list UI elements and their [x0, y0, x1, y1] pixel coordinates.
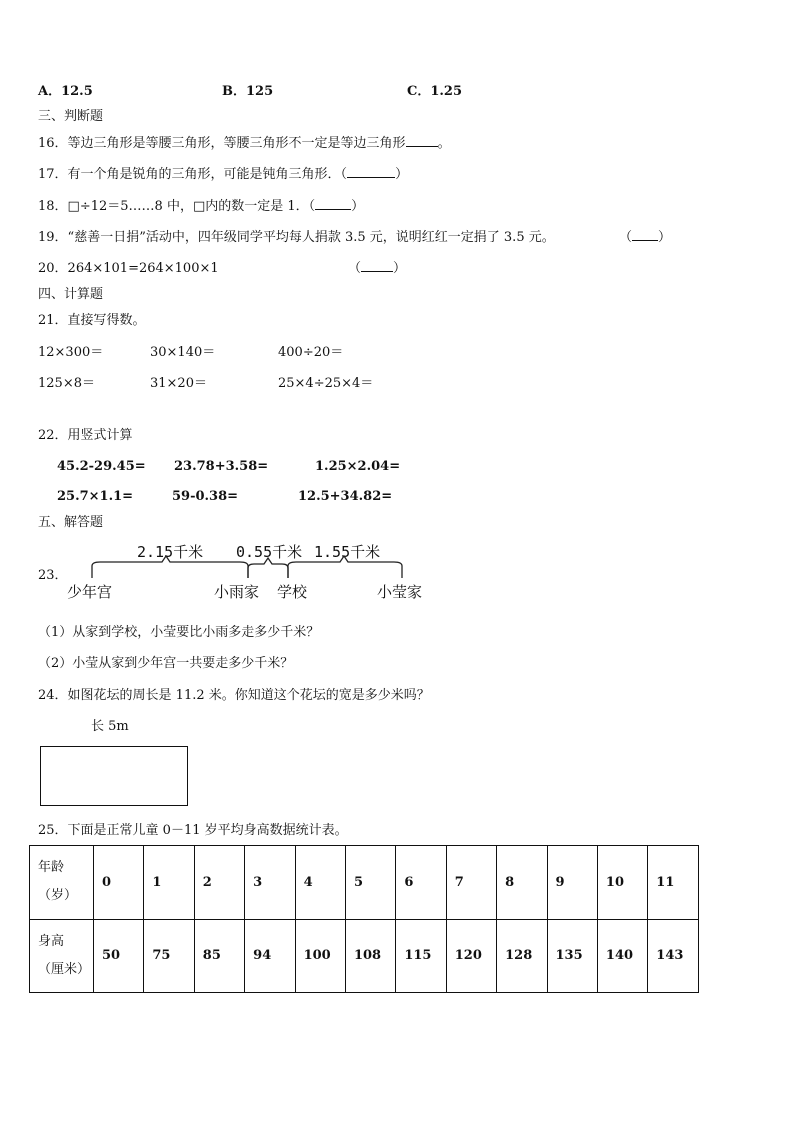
height-cell: 100	[295, 919, 345, 993]
age-cell: 5	[345, 846, 395, 920]
age-cell: 8	[497, 846, 547, 920]
q22-item: 23.78+3.58=	[174, 459, 269, 474]
height-cell: 75	[144, 919, 194, 993]
judge-20-num: 20．	[38, 261, 68, 276]
judge-19-text: “慈善一日捐”活动中，四年级同学平均每人捐款 3.5 元，说明红红一定捐了 3.5 元。	[67, 230, 555, 245]
judge-20-tail: ）	[393, 261, 407, 276]
height-cell: 50	[94, 919, 144, 993]
judge-18-tail: ）	[351, 199, 365, 214]
place-label-3: 学校	[277, 583, 308, 601]
height-cell: 108	[345, 919, 395, 993]
judge-16-tail: 。	[437, 136, 451, 151]
section3-title: 三、判断题	[38, 109, 104, 124]
height-cell: 140	[597, 919, 647, 993]
height-label: 身高	[38, 933, 65, 949]
age-cell: 2	[194, 846, 244, 920]
judge-20-text: 264×101=264×100×1	[67, 261, 219, 276]
judge-18-text: □÷12＝5……8 中，□内的数一定是 1．（	[67, 199, 316, 214]
age-cell: 0	[94, 846, 144, 920]
judge-19-tail: ）	[658, 230, 672, 245]
age-cell: 9	[547, 846, 597, 920]
place-label-4: 小莹家	[377, 583, 423, 601]
judge-16-num: 16．	[38, 136, 68, 151]
judge-17-num: 17．	[38, 167, 68, 182]
height-cell: 85	[194, 919, 244, 993]
section5-title: 五、解答题	[38, 515, 104, 530]
option-c: C．1.25	[407, 84, 463, 99]
q23-sub1: （1）从家到学校，小莹要比小雨多走多少千米？	[38, 625, 320, 640]
age-cell: 3	[245, 846, 295, 920]
table-row	[30, 919, 699, 993]
distance-label-2: 0.55千米	[236, 543, 303, 561]
q21-item: 125×8＝	[38, 376, 95, 391]
age-unit: （岁）	[38, 888, 78, 904]
place-label-2: 小雨家	[214, 583, 260, 601]
age-cell: 7	[446, 846, 496, 920]
height-unit: （厘米）	[38, 961, 91, 977]
height-cell: 115	[396, 919, 446, 993]
length-label: 长 5m	[91, 719, 129, 734]
judge-17-tail: ）	[395, 167, 409, 182]
q22-item: 25.7×1.1=	[57, 489, 134, 504]
age-label: 年龄	[38, 860, 65, 876]
height-cell: 120	[446, 919, 496, 993]
q21-item: 25×4÷25×4＝	[278, 376, 374, 391]
height-table	[29, 845, 699, 993]
q22-item: 59-0.38=	[172, 489, 239, 504]
judge-19-paren-open: （	[619, 230, 633, 245]
age-cell: 1	[144, 846, 194, 920]
option-b: B．125	[222, 84, 274, 99]
judge-20-paren-open: （	[348, 261, 362, 276]
judge-17-text: 有一个角是锐角的三角形，可能是钝角三角形．（	[67, 167, 348, 182]
table-row	[30, 846, 699, 920]
q21-item: 30×140＝	[150, 345, 216, 360]
q22-item: 45.2-29.45=	[57, 459, 146, 474]
brace-segment-3	[288, 556, 402, 578]
q24-text: 24．如图花坛的周长是 11.2 米。你知道这个花坛的宽是多少米吗？	[38, 688, 430, 703]
row-header-height	[30, 919, 94, 993]
brace-segment-1	[92, 556, 248, 578]
q22-item: 12.5+34.82=	[298, 489, 393, 504]
flower-bed-rectangle	[40, 746, 188, 806]
age-cell: 11	[648, 846, 698, 920]
q21-item: 400÷20＝	[278, 345, 344, 360]
distance-label-1: 2.15千米	[137, 543, 204, 561]
brace-segment-2	[248, 558, 288, 578]
place-label-1: 少年宫	[67, 583, 113, 601]
height-cell: 94	[245, 919, 295, 993]
section4-title: 四、计算题	[38, 287, 104, 302]
height-cell: 135	[547, 919, 597, 993]
q22-title: 22．用竖式计算	[38, 428, 133, 443]
q21-item: 12×300＝	[38, 345, 104, 360]
option-a: A．12.5	[38, 84, 93, 99]
row-header-age	[30, 846, 94, 920]
age-cell: 10	[597, 846, 647, 920]
judge-19-num: 19．	[38, 230, 68, 245]
height-cell: 128	[497, 919, 547, 993]
age-cell: 4	[295, 846, 345, 920]
judge-16-text: 等边三角形是等腰三角形，等腰三角形不一定是等边三角形	[67, 136, 406, 151]
q21-item: 31×20＝	[150, 376, 207, 391]
judge-18-num: 18．	[38, 199, 68, 214]
q23-number: 23．	[38, 568, 68, 583]
age-cell: 6	[396, 846, 446, 920]
q23-sub2: （2）小莹从家到少年宫一共要走多少千米？	[38, 656, 294, 671]
q25-title: 25．下面是正常儿童 0－11 岁平均身高数据统计表。	[38, 823, 348, 838]
distance-label-3: 1.55千米	[314, 543, 381, 561]
height-cell: 143	[648, 919, 698, 993]
q22-item: 1.25×2.04=	[315, 459, 401, 474]
q21-title: 21．直接写得数。	[38, 313, 146, 328]
